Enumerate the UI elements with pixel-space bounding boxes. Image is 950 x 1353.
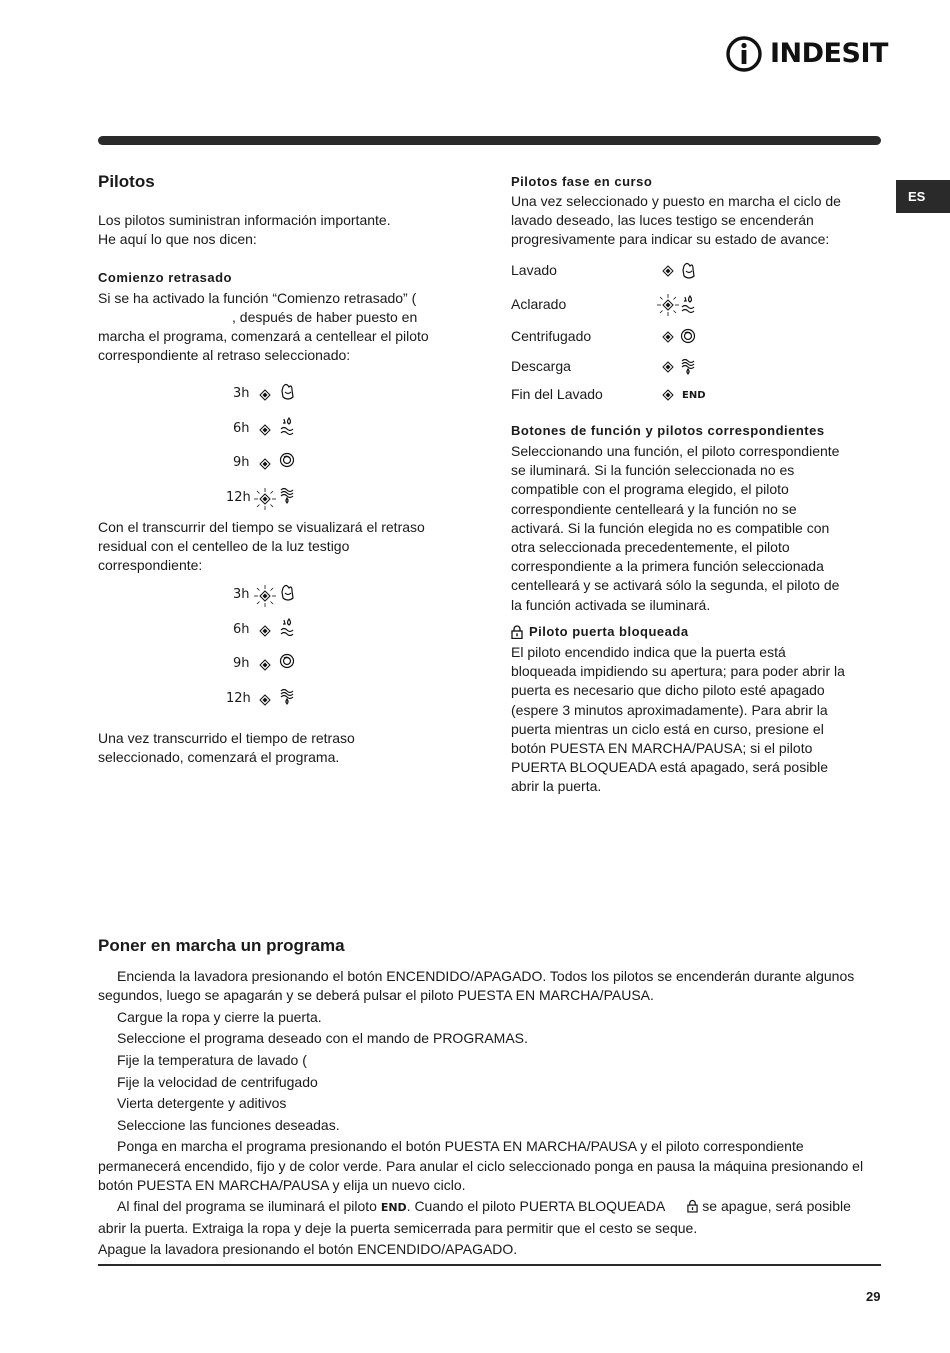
drain-icon: [681, 358, 696, 376]
text-line: Seleccionando una función, el piloto correspondiente: [511, 443, 840, 459]
delay-label: 9h: [233, 656, 250, 671]
text-line: la función activada se iluminará.: [511, 596, 711, 613]
residual-text-3: correspondiente:: [98, 557, 203, 573]
delay-label: 3h: [233, 587, 250, 602]
spin-icon: [280, 653, 295, 671]
step-6: Vierta detergente y aditivos: [117, 1095, 287, 1112]
residual-text-2: residual con el centelleo de la luz testigo: [98, 538, 350, 554]
pilotos-intro-1: Los pilotos suministran información importante.: [98, 212, 391, 228]
led-icon: [259, 694, 271, 706]
delay-label: 6h: [233, 420, 250, 436]
step-1: Encienda la lavadora presionando el botón ENCENDIDO/APAGADO. Todos los pilotos se encenderán durante algunos segundos, luego se apagarán y se deberá pulsar el piloto PUESTA EN MARCHA/PAUSA.: [98, 968, 855, 1004]
final-text-2: seleccionado, comenzará el programa.: [98, 749, 340, 765]
led-icon: [662, 331, 674, 343]
text-line: correspondiente a la primera función seleccionada: [511, 558, 824, 575]
text-line: puerta mientras un ciclo está en curso, presione el: [511, 720, 824, 737]
end-text-c: se apague, será posible abrir la puerta. Extraiga la ropa y deje la puerta semicerrada para permitir que el cesto se seque.: [98, 1198, 851, 1236]
led-icon: [259, 424, 271, 436]
phase-label: Fin del Lavado: [511, 386, 603, 402]
text-line: PUERTA BLOQUEADA está apagado, será posible: [511, 759, 828, 776]
text-line: correspondiente centelleará y la función no se: [511, 500, 797, 517]
phase-label: Lavado: [511, 262, 557, 278]
subtitle-comienzo-retrasado: Comienzo retrasado: [98, 270, 232, 285]
step-end: [98, 1197, 873, 1237]
led-icon: [662, 389, 674, 401]
led-icon: [259, 458, 271, 470]
text-line: El piloto encendido indica que la puerta está: [511, 644, 786, 660]
delay-label: 9h: [233, 455, 250, 470]
rinse-icon: [280, 619, 295, 637]
fase-text-2: lavado deseado, las luces testigo se encenderán: [511, 212, 814, 228]
top-divider: [98, 136, 881, 145]
delay-label: 3h: [233, 386, 250, 401]
step-7: Seleccione las funciones deseadas.: [117, 1116, 340, 1133]
language-tab: ES: [896, 180, 950, 213]
comienzo-text-1: Si se ha activado la función “Comienzo retrasado” (: [98, 290, 417, 306]
blinking-led-icon: [259, 493, 271, 505]
step-4: Fije la temperatura de lavado (: [117, 1051, 307, 1068]
marcha-steps: [98, 967, 873, 1262]
final-text-1: Una vez transcurrido el tiempo de retraso: [98, 730, 355, 746]
brand-logo: [726, 34, 888, 74]
end-text-a: Al final del programa se iluminará el piloto: [117, 1198, 381, 1215]
step-3: Seleccione el programa deseado con el mando de PROGRAMAS.: [117, 1030, 528, 1047]
wash-tub-icon: [280, 383, 295, 401]
spin-icon: [681, 328, 696, 346]
text-line: compatible con el programa elegido, el piloto: [511, 481, 789, 498]
phase-label: Descarga: [511, 358, 571, 374]
delay-label: 6h: [233, 621, 250, 637]
step-8: Ponga en marcha el programa presionando el botón PUESTA EN MARCHA/PAUSA y el piloto correspondiente permanecerá encendido, fijo y de color verde. Para anular el ciclo seleccionado ponga en pausa la máquina presionando el botón PUESTA EN MARCHA/PAUSA y elija un nuevo ciclo.: [98, 1138, 864, 1193]
section-title-poner-marcha: Poner en marcha un programa: [98, 936, 345, 955]
subtitle-pilotos-fase: Pilotos fase en curso: [511, 174, 653, 189]
phase-label: Aclarado: [511, 296, 567, 312]
led-icon: [662, 265, 674, 277]
residual-text-1: Con el transcurrir del tiempo se visualizará el retraso: [98, 519, 425, 535]
text-line: botón PUESTA EN MARCHA/PAUSA; si el piloto: [511, 740, 813, 756]
fase-text-3: progresivamente para indicar su estado de avance:: [511, 231, 830, 247]
end-icon: END: [380, 1201, 407, 1215]
text-line: se iluminará. Si la función seleccionada no es: [511, 462, 795, 479]
text-line: otra seleccionada precedentemente, el piloto: [511, 539, 790, 555]
rinse-icon: [280, 418, 295, 436]
comienzo-text-4: correspondiente al retraso seleccionado:: [98, 347, 351, 363]
drain-icon: [280, 688, 295, 706]
led-icon: [259, 389, 271, 401]
wash-tub-icon: [681, 262, 696, 280]
delay-label: 12h: [226, 690, 251, 706]
drain-icon: [280, 487, 295, 505]
comienzo-text-2: , después de haber puesto en: [232, 309, 418, 325]
fase-text-1: Una vez seleccionado y puesto en marcha el ciclo de: [511, 193, 841, 209]
blinking-led-icon: [259, 590, 271, 602]
step-5: Fije la velocidad de centrifugado: [117, 1073, 318, 1090]
bottom-divider: [98, 1264, 881, 1266]
delay-label: 12h: [226, 489, 251, 505]
spin-icon: [280, 452, 295, 470]
led-icon: [662, 361, 674, 373]
text-line: puerta es necesario que dicho piloto esté apagado: [511, 682, 825, 699]
lock-icon: [511, 625, 523, 644]
wash-tub-icon: [280, 584, 295, 602]
text-line: centelleará y se activará sólo la segunda, el piloto de: [511, 577, 840, 594]
rinse-icon: [681, 296, 696, 314]
phase-label: Centrifugado: [511, 328, 592, 344]
text-line: (espere 3 minutos aproximadamente). Para abrir la: [511, 701, 828, 718]
brand-name: INDESIT: [770, 38, 888, 69]
comienzo-text-3: marcha el programa, comenzará a centellear el piloto: [98, 328, 429, 344]
pilotos-intro-2: He aquí lo que nos dicen:: [98, 231, 257, 247]
indesit-i-icon: [726, 34, 766, 74]
subtitle-botones-funcion: Botones de función y pilotos correspondientes: [511, 423, 825, 438]
blinking-led-icon: [662, 299, 674, 311]
end-text-b: . Cuando el piloto PUERTA BLOQUEADA: [406, 1198, 669, 1215]
text-line: abrir la puerta.: [511, 778, 602, 795]
text-line: bloqueada impidiendo su apertura; para poder abrir la: [511, 663, 845, 680]
text-line: activará. Si la función elegida no es compatible con: [511, 519, 830, 536]
step-2: Cargue la ropa y cierre la puerta.: [117, 1008, 322, 1025]
lock-icon-inline: [668, 1199, 698, 1218]
led-icon: [259, 625, 271, 637]
led-icon: [259, 659, 271, 671]
subtitle-piloto-puerta: Piloto puerta bloqueada: [529, 624, 689, 639]
end-icon: END: [682, 390, 706, 401]
section-title-pilotos: Pilotos: [98, 172, 155, 191]
step-last: Apague la lavadora presionando el botón ENCENDIDO/APAGADO.: [98, 1241, 518, 1258]
page-number: 29: [866, 1289, 881, 1304]
